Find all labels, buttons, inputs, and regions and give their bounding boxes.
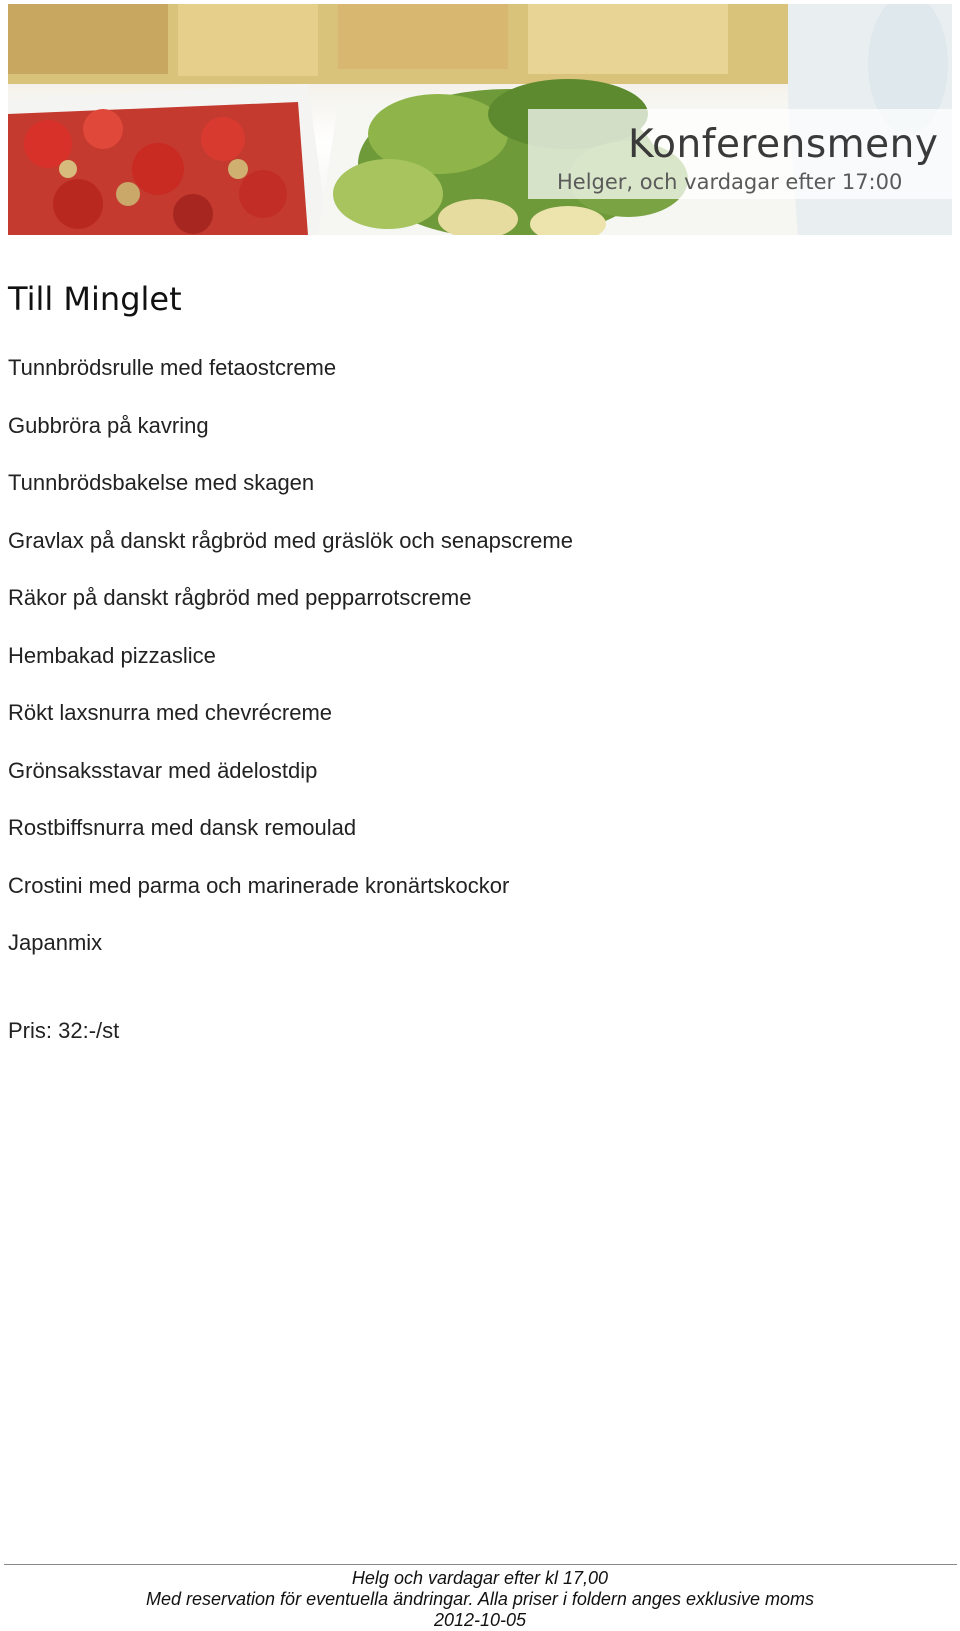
- menu-item: Gubbröra på kavring: [8, 412, 209, 438]
- menu-item: Tunnbrödsrulle med fetaostcreme: [8, 355, 337, 380]
- menu-item: Tunnbrödsbakelse med skagen: [8, 470, 315, 495]
- header-banner: [8, 4, 952, 235]
- menu-item: Rostbiffsnurra med dansk remoulad: [8, 815, 357, 840]
- section-heading: Till Minglet: [8, 280, 182, 318]
- footer-divider: [4, 1564, 957, 1565]
- menu-item: Gravlax på danskt rågbröd med gräslök och senapscreme: [8, 527, 573, 553]
- footer: [0, 1568, 960, 1631]
- menu-item: Grönsaksstavar med ädelostdip: [8, 757, 318, 783]
- price-label: Pris: 32:-/st: [8, 1018, 120, 1043]
- menu-item: Japanmix: [8, 930, 103, 955]
- food-photo: [8, 4, 952, 235]
- menu-list: [8, 355, 573, 988]
- banner-title: Konferensmeny: [628, 122, 939, 167]
- footer-hours: Helg och vardagar efter kl 17,00: [351, 1568, 609, 1588]
- footer-date: 2012-10-05: [433, 1610, 527, 1630]
- footer-disclaimer: Med reservation för eventuella ändringar. Alla priser i foldern anges exklusive moms: [146, 1589, 814, 1609]
- menu-item: Hembakad pizzaslice: [8, 642, 216, 668]
- banner-subtitle: Helger, och vardagar efter 17:00: [557, 170, 903, 194]
- menu-item: Rökt laxsnurra med chevrécreme: [8, 700, 333, 725]
- menu-item: Crostini med parma och marinerade kronärtskockor: [8, 872, 510, 898]
- menu-item: Räkor på danskt rågbröd med pepparrotscreme: [8, 585, 472, 610]
